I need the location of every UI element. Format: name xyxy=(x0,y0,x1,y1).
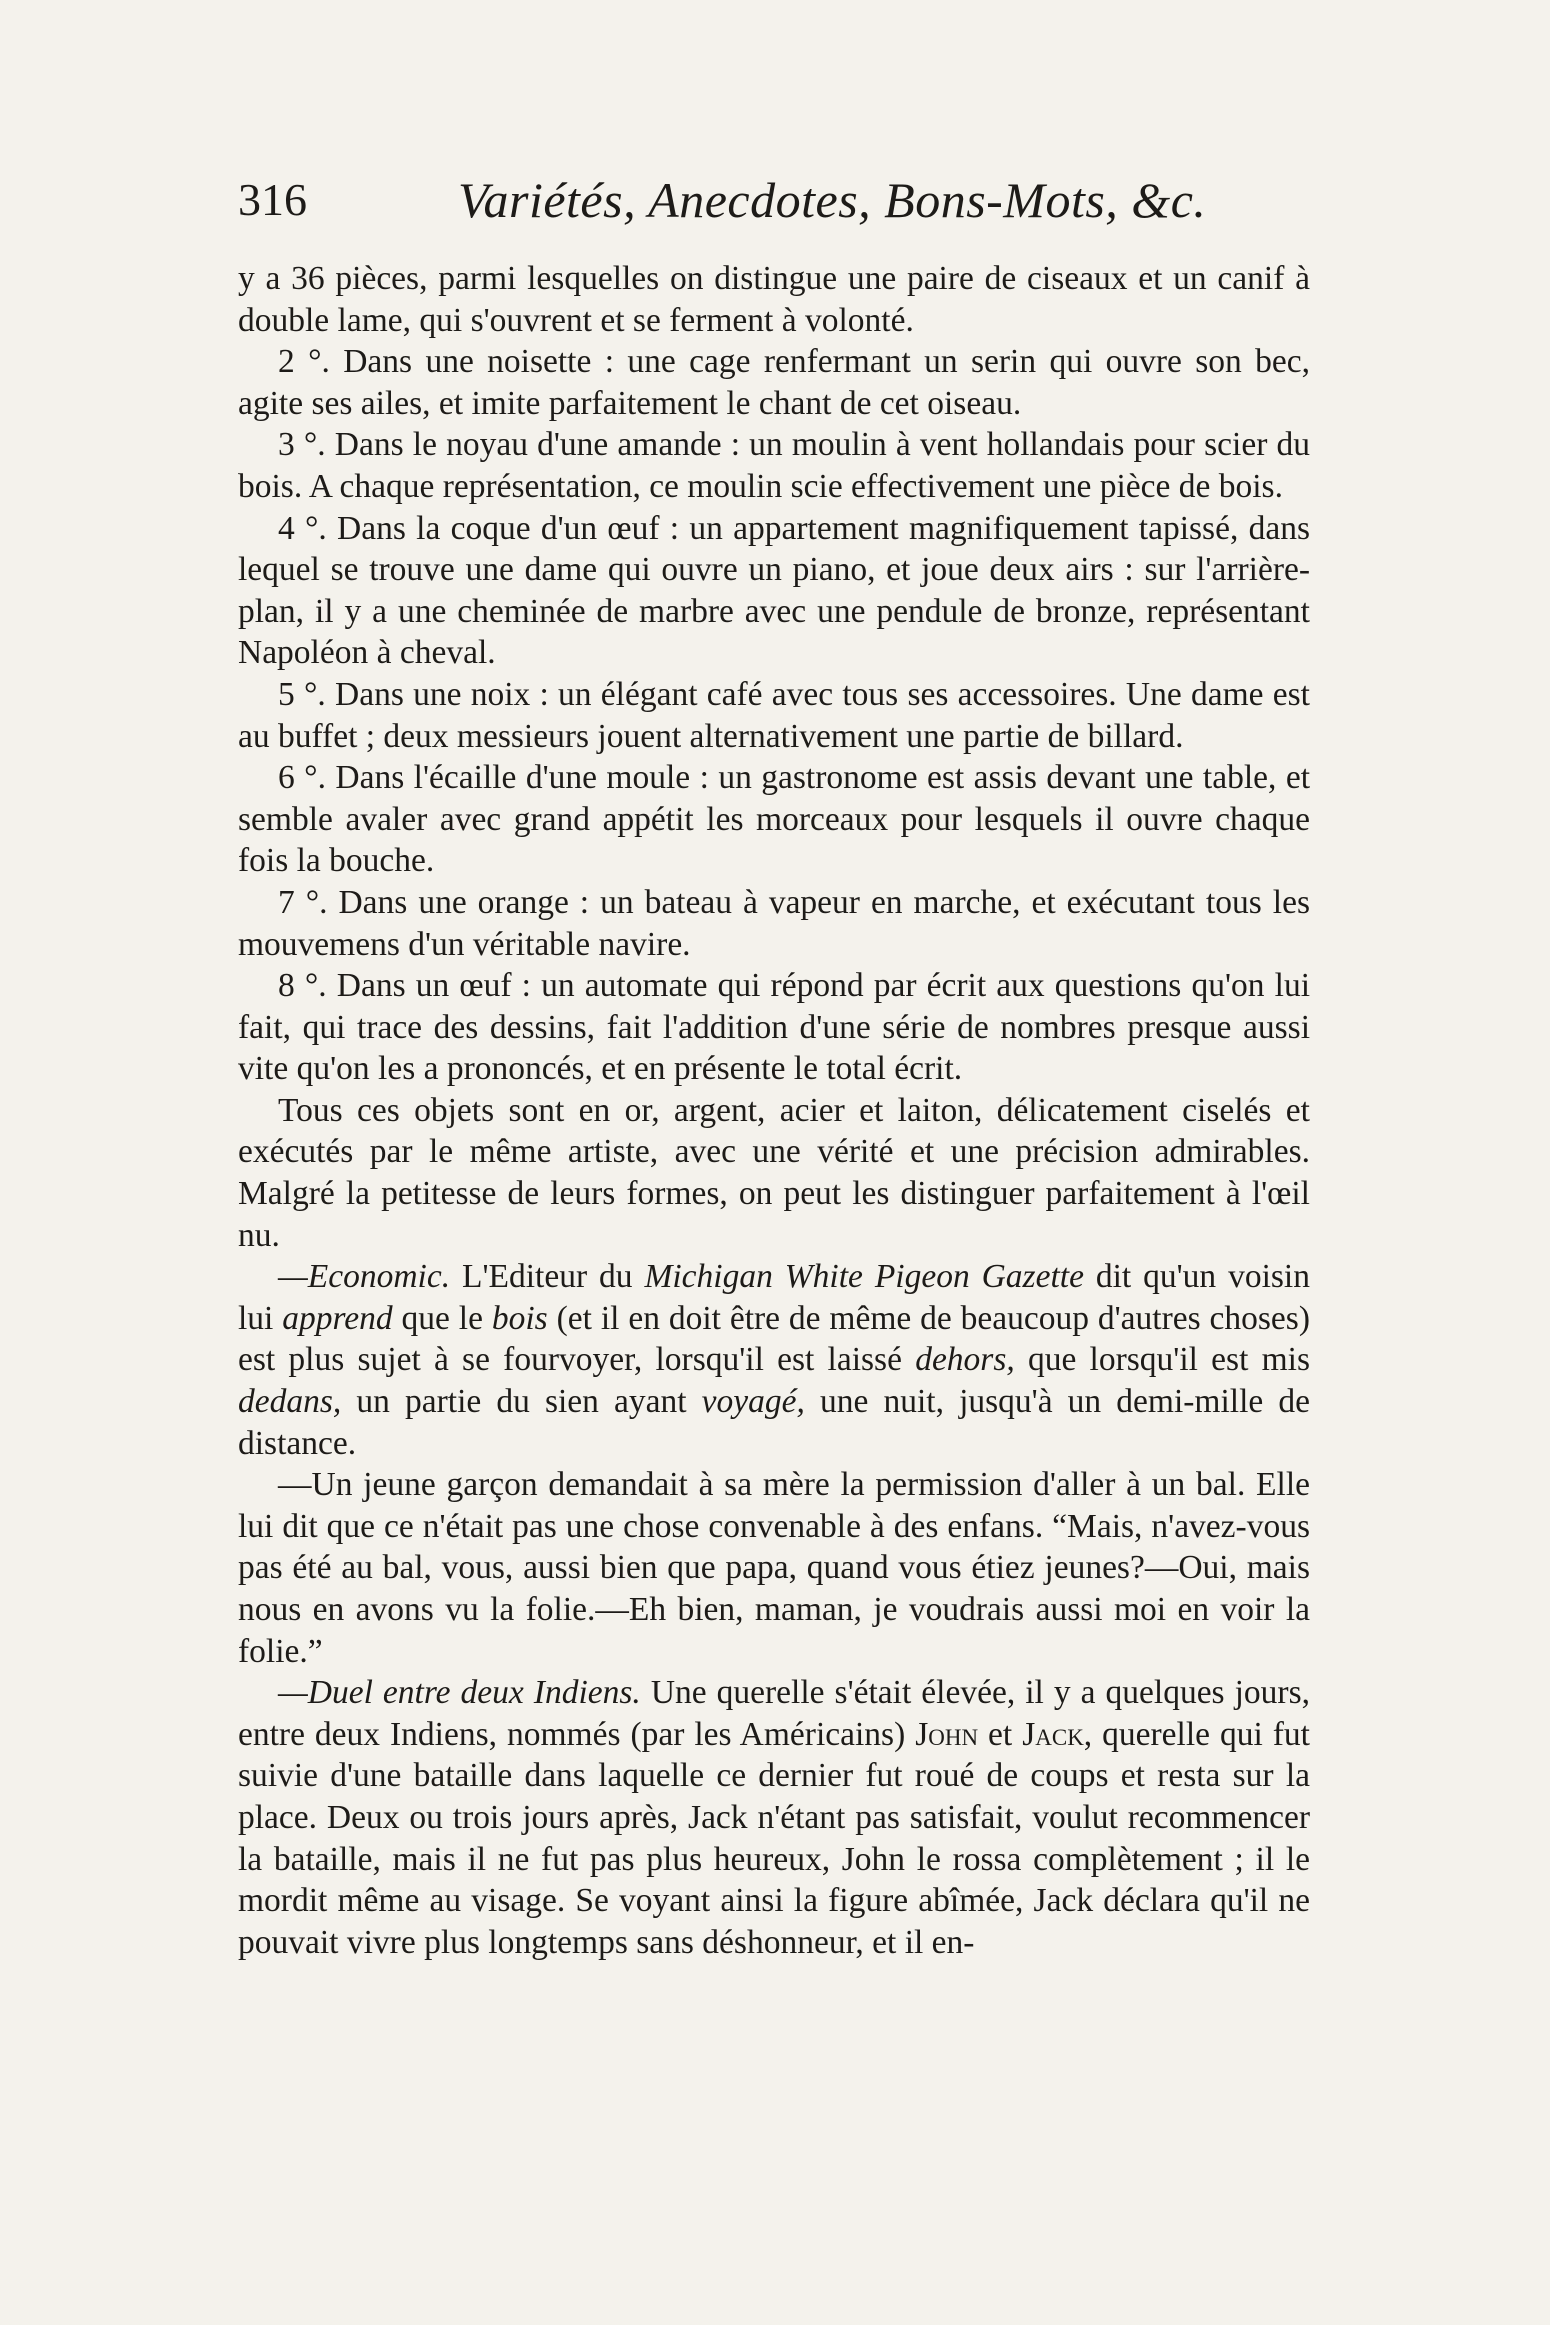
paragraph-item-5: 5 °. Dans une noix : un élégant café avec tous ses accessoires. Une dame est au buffet ; deux messieurs jouent alternativement une partie de billard. xyxy=(238,675,1310,755)
text-run: (et il en doit être de même de beaucoup d'autres choses) est plus sujet à se fourvoyer, lorsqu'il est laissé xyxy=(238,1299,1310,1379)
text-run: un partie du sien ayant xyxy=(341,1383,702,1421)
paragraph-item-3: 3 °. Dans le noyau d'une amande : un moulin à vent hollandais pour scier du bois. A chaque représentation, ce moulin scie effectivement une pièce de bois. xyxy=(238,426,1310,505)
italic-word: dehors, xyxy=(915,1341,1015,1379)
text-run: et xyxy=(978,1715,1023,1753)
paragraph-item-2: 2 °. Dans une noisette : une cage renfermant un serin qui ouvre son bec, agite ses ailes, et imite parfaitement le chant de cet oiseau. xyxy=(238,343,1310,422)
paragraph-item-8: 8 °. Dans un œuf : un automate qui répond par écrit aux questions qu'on lui fait, qui trace des dessins, fait l'addition d'une série de nombres presque aussi vite qu'on les a prononcés, et en présente le total écrit. xyxy=(238,967,1310,1088)
text-run: Une querelle s'était élevée, il y a quelques jours, entre deux Indiens, nommés (par les Américains) xyxy=(238,1674,1310,1753)
text-run: que le xyxy=(392,1299,492,1337)
paragraph-summary: Tous ces objets sont en or, argent, acier et laiton, délicatement ciselés et exécutés par le même artiste, avec une vérité et une précision admirables. Malgré la petitesse de leurs formes, on peut les distinguer parfaitement à l'œil nu. xyxy=(238,1091,1310,1254)
text-run: que lorsqu'il est mis xyxy=(1014,1341,1311,1379)
paragraph-jeune-garcon: —Un jeune garçon demandait à sa mère la permission d'aller à un bal. Elle lui dit que ce n'était pas une chose convenable à des enfans. “Mais, n'avez-vous pas été au bal, vous, aussi bien que papa, quand vous étiez jeunes?—Oui, mais nous en avons vu la folie.—Eh bien, maman, je voudrais aussi moi en voir la folie.” xyxy=(238,1466,1310,1670)
name-jack: Jack, xyxy=(1022,1715,1093,1753)
text-run: une nuit, jusqu'à un demi-mille de distance. xyxy=(238,1383,1310,1462)
paragraph-duel xyxy=(238,1672,1310,1963)
italic-word: bois xyxy=(491,1299,548,1337)
text-run: dit qu'un voisin lui xyxy=(238,1258,1310,1337)
paragraph-economic xyxy=(238,1256,1310,1464)
running-title: Variétés, Anecdotes, Bons-Mots, &c. xyxy=(458,172,1207,228)
italic-word: apprend xyxy=(282,1299,393,1337)
newspaper-name: Michigan White Pigeon Gazette xyxy=(644,1258,1084,1296)
paragraph-continuation: y a 36 pièces, parmi lesquelles on distingue une paire de ciseaux et un canif à double lame, qui s'ouvrent et se ferment à volonté. xyxy=(238,260,1310,339)
page-number: 316 xyxy=(238,174,307,225)
italic-word: voyagé, xyxy=(701,1383,805,1421)
text-run: L'Editeur du xyxy=(450,1258,645,1296)
paragraph-item-7: 7 °. Dans une orange : un bateau à vapeur en marche, et exécutant tous les mouvemens d'un véritable navire. xyxy=(238,883,1310,963)
duel-title: —Duel entre deux Indiens. xyxy=(278,1674,641,1712)
paragraph-item-4: 4 °. Dans la coque d'un œuf : un appartement magnifiquement tapissé, dans lequel se trouve une dame qui ouvre un piano, et joue deux airs : sur l'arrière-plan, il y a une cheminée de marbre avec une pendule de bronze, représentant Napoléon à cheval. xyxy=(238,509,1310,672)
name-john: John xyxy=(915,1715,979,1753)
body-text xyxy=(238,258,1310,1963)
italic-word: dedans, xyxy=(238,1383,342,1421)
page-header xyxy=(238,160,1310,240)
economic-title: —Economic. xyxy=(278,1258,451,1296)
paragraph-item-6: 6 °. Dans l'écaille d'une moule : un gastronome est assis devant une table, et semble avaler avec grand appétit les morceaux pour lesquels il ouvre chaque fois la bouche. xyxy=(238,759,1310,880)
text-run: querelle qui fut suivie d'une bataille dans laquelle ce dernier fut roué de coups et resta sur la place. Deux ou trois jours après, Jack n'étant pas satisfait, voulut recommencer la bataille, mais il ne fut pas plus heureux, John le rossa complètement ; il le mordit même au visage. Se voyant ainsi la figure abîmée, Jack déclara qu'il ne pouvait vivre plus longtemps sans déshonneur, et il en- xyxy=(238,1715,1310,1961)
